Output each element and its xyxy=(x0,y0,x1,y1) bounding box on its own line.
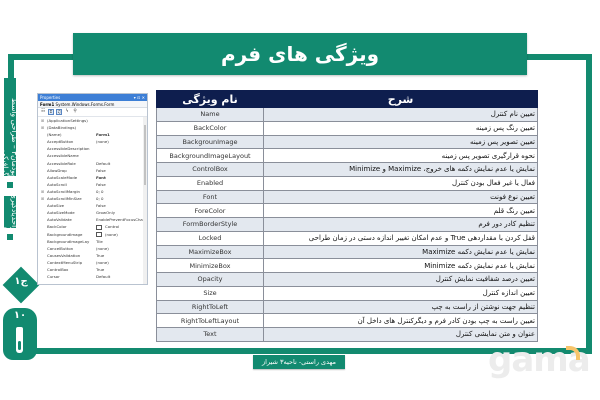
table-row xyxy=(157,108,538,122)
page-number: ۱۰ xyxy=(13,310,27,321)
properties-window xyxy=(37,93,148,285)
row-gutter xyxy=(38,245,47,252)
property-value[interactable]: Font xyxy=(96,174,106,180)
property-value-text: (none) xyxy=(105,231,118,237)
slide-title: ویژگی های فرم xyxy=(220,42,380,66)
property-name-cell: FormBorderStyle xyxy=(157,218,264,232)
property-name-cell: BackColor xyxy=(157,121,264,135)
property-value[interactable]: Tile xyxy=(96,238,103,244)
property-name: AccessibleRole xyxy=(47,160,76,166)
property-grid xyxy=(38,117,147,280)
table-row xyxy=(157,231,538,245)
table-header-row xyxy=(157,91,538,108)
object-type: System.Windows.Forms.Form xyxy=(55,102,115,107)
property-row[interactable] xyxy=(38,152,147,159)
table-row xyxy=(157,190,538,204)
property-description-cell: تعیین رنگ پس زمینه xyxy=(264,121,538,135)
property-name: AllowDrop xyxy=(47,167,67,173)
table-row xyxy=(157,314,538,328)
property-value[interactable]: True xyxy=(96,266,105,272)
table-row xyxy=(157,135,538,149)
property-description-cell: نمایش یا عدم نمایش دکمه Maximize xyxy=(264,245,538,259)
row-gutter xyxy=(38,131,47,138)
table-row xyxy=(157,245,538,259)
expand-icon[interactable]: ⊞ xyxy=(40,196,45,202)
author-footer xyxy=(253,355,345,369)
expand-icon[interactable]: ⊞ xyxy=(40,125,45,131)
property-value[interactable]: Default xyxy=(96,160,111,166)
property-value[interactable]: (none) xyxy=(96,259,109,265)
unit-label-text: واحدیادگیری ۵ xyxy=(1,193,19,231)
property-name: Cursor xyxy=(47,274,60,280)
property-description-cell: نمایش یا عدم نمایش دکمه Minimize xyxy=(264,259,538,273)
property-row[interactable] xyxy=(38,145,147,152)
row-gutter xyxy=(38,273,47,280)
property-name-cell: MinimizeBox xyxy=(157,259,264,273)
property-name: (Name) xyxy=(47,132,62,138)
table-row xyxy=(157,121,538,135)
property-name: AutoSize xyxy=(47,203,65,209)
property-name-cell: BackgroundImageLayout xyxy=(157,149,264,163)
property-description-cell: عنوان و متن نمایشی کنترل xyxy=(264,328,538,342)
property-value[interactable]: True xyxy=(96,252,105,258)
property-description-cell: تعیین درصد شفافیت نمایش کنترل xyxy=(264,273,538,287)
property-value[interactable]: False xyxy=(96,167,106,173)
property-value[interactable]: (none) xyxy=(96,245,109,251)
property-name: ControlBox xyxy=(47,266,69,272)
property-name-cell: Opacity xyxy=(157,273,264,287)
properties-title-bar xyxy=(38,94,147,101)
property-name-cell: RightToLeft xyxy=(157,300,264,314)
row-gutter xyxy=(38,252,47,259)
property-row[interactable] xyxy=(38,209,147,216)
property-name: (DataBindings) xyxy=(47,125,77,131)
row-gutter xyxy=(38,202,47,209)
divider-square xyxy=(7,182,13,188)
property-pages-icon[interactable]: ⚲ xyxy=(73,109,77,114)
properties-table xyxy=(156,90,538,342)
property-row[interactable] xyxy=(38,124,147,131)
property-name: AutoScaleMode xyxy=(47,174,78,180)
table-row xyxy=(157,300,538,314)
property-name-cell: Size xyxy=(157,286,264,300)
row-gutter xyxy=(38,223,47,230)
property-value[interactable]: False xyxy=(96,181,106,187)
property-row[interactable] xyxy=(38,202,147,209)
row-gutter xyxy=(38,152,47,159)
watermark-text: gama xyxy=(488,340,590,380)
expand-icon[interactable]: ⊞ xyxy=(40,118,45,123)
property-row[interactable] xyxy=(38,181,147,188)
property-name-cell: Locked xyxy=(157,231,264,245)
property-name-cell: BackgrounImage xyxy=(157,135,264,149)
property-value[interactable]: False xyxy=(96,203,106,209)
property-value[interactable]: EnablePreventFocusCha xyxy=(96,217,143,223)
property-row[interactable] xyxy=(38,167,147,174)
property-name: CausesValidation xyxy=(47,252,81,258)
property-row[interactable] xyxy=(38,273,147,280)
frame-border-left xyxy=(8,54,14,78)
categorized-icon[interactable]: ☷ xyxy=(40,109,46,114)
property-row[interactable] xyxy=(38,117,147,124)
property-row[interactable] xyxy=(38,195,147,202)
chapter-label: ۱ج xyxy=(14,276,28,287)
property-value[interactable]: GrowOnly xyxy=(96,210,116,216)
property-name: BackgroundImageLay xyxy=(47,238,90,244)
property-description-cell: تعیین رنگ قلم xyxy=(264,204,538,218)
property-name: AutoScrollMinSize xyxy=(47,196,82,202)
property-value-text: Control xyxy=(105,224,120,230)
property-description-cell: فعال یا غیر فعال بودن کنترل xyxy=(264,176,538,190)
property-row[interactable] xyxy=(38,245,147,252)
table-row xyxy=(157,176,538,190)
property-row[interactable] xyxy=(38,252,147,259)
alphabetical-icon[interactable]: ↕ xyxy=(49,110,53,115)
property-name: AccessibleName xyxy=(47,153,79,159)
row-gutter xyxy=(38,216,47,223)
property-name: AutoValidate xyxy=(47,217,72,223)
divider-square xyxy=(7,234,13,240)
property-name: AutoScroll xyxy=(47,181,67,187)
table-row xyxy=(157,218,538,232)
property-value[interactable]: 0; 0 xyxy=(96,188,104,194)
property-value[interactable] xyxy=(94,223,147,230)
property-name-cell: ForeColor xyxy=(157,204,264,218)
color-swatch-icon xyxy=(96,232,102,237)
expand-icon[interactable]: ⊞ xyxy=(40,188,45,194)
property-description-cell: تعیین تصویر پس زمینه xyxy=(264,135,538,149)
property-value[interactable]: 0; 0 xyxy=(96,196,104,202)
property-name-cell: Name xyxy=(157,108,264,122)
window-controls-icon[interactable]: ▾ ⊡ ✕ xyxy=(133,95,145,100)
table-row xyxy=(157,149,538,163)
unit-label xyxy=(1,193,19,231)
property-row[interactable] xyxy=(38,259,147,266)
author-text: مهدی راستی- ناحیه۳ شیراز xyxy=(262,358,336,366)
property-row[interactable] xyxy=(38,131,147,138)
property-row[interactable] xyxy=(38,266,147,273)
property-name: AutoScrollMargin xyxy=(47,188,80,194)
property-value[interactable] xyxy=(94,117,147,124)
property-value[interactable] xyxy=(94,231,147,238)
property-value[interactable] xyxy=(94,124,147,131)
row-gutter xyxy=(38,238,47,245)
properties-icon[interactable]: ♫ xyxy=(57,110,62,115)
property-name: BackgroundImage xyxy=(47,231,83,237)
property-value[interactable] xyxy=(94,145,147,152)
table-row xyxy=(157,163,538,177)
property-name-cell: Font xyxy=(157,190,264,204)
property-name-cell: RightToLeftLayout xyxy=(157,314,264,328)
object-name: Form1 xyxy=(40,102,55,107)
module-label xyxy=(1,78,19,176)
table-row xyxy=(157,259,538,273)
row-gutter xyxy=(38,266,47,273)
property-value[interactable]: Form1 xyxy=(96,132,110,138)
property-description-cell: نمایش یا عدم نمایش دکمه های خروج، Maximize و Minimize xyxy=(264,163,538,177)
properties-scrollbar[interactable] xyxy=(143,117,147,285)
row-gutter xyxy=(38,145,47,152)
property-value[interactable]: (none) xyxy=(96,139,109,145)
row-gutter xyxy=(38,167,47,174)
property-description-cell: تعیین اندازه کنترل xyxy=(264,286,538,300)
property-row[interactable] xyxy=(38,238,147,245)
events-icon[interactable]: ϟ xyxy=(65,109,69,114)
property-name-cell: MaximizeBox xyxy=(157,245,264,259)
frame-border-right xyxy=(586,54,592,354)
row-gutter xyxy=(38,231,47,238)
property-name: AutoSizeMode xyxy=(47,210,75,216)
property-name-cell: ControlBox xyxy=(157,163,264,177)
property-row[interactable] xyxy=(38,231,147,238)
row-gutter xyxy=(38,138,47,145)
property-description-cell: قفل کردن با مقداردهی True و عدم امکان تغییر اندازه دستی در زمان طراحی xyxy=(264,231,538,245)
header-description: شرح xyxy=(264,91,538,108)
row-gutter xyxy=(38,259,47,266)
property-row[interactable] xyxy=(38,188,147,195)
property-name: CancelButton xyxy=(47,245,74,251)
properties-title: Properties xyxy=(40,95,61,100)
row-gutter xyxy=(38,174,47,181)
property-value[interactable] xyxy=(94,152,147,159)
property-row[interactable] xyxy=(38,160,147,167)
property-description-cell: تنظیم جهت نوشتن از راست به چپ xyxy=(264,300,538,314)
object-selector[interactable] xyxy=(38,101,147,108)
property-row[interactable] xyxy=(38,216,147,223)
property-name: (ApplicationSettings) xyxy=(47,118,88,123)
property-name: ContextMenuStrip xyxy=(47,259,83,265)
property-description-cell: تعیین راست به چپ بودن کادر فرم و دیگرکنترل های داخل آن xyxy=(264,314,538,328)
watermark-logo xyxy=(488,340,590,380)
table-row xyxy=(157,286,538,300)
property-value[interactable]: Default xyxy=(96,274,111,280)
row-gutter xyxy=(38,209,47,216)
property-name: AccessibleDescription xyxy=(47,146,90,152)
table-row xyxy=(157,204,538,218)
slide-title-bar xyxy=(73,33,527,75)
property-description-cell: تعیین نوع فونت xyxy=(264,190,538,204)
property-name-cell: Text xyxy=(157,328,264,342)
property-row[interactable] xyxy=(38,223,147,230)
property-name: BackColor xyxy=(47,224,67,230)
property-row[interactable] xyxy=(38,138,147,145)
property-description-cell: تعیین نام کنترل xyxy=(264,108,538,122)
module-label-text: پودمان۳ – طراحی واسط گرافیکی xyxy=(1,97,19,176)
table-row xyxy=(157,273,538,287)
properties-toolbar xyxy=(38,108,147,117)
frame-border-top-left xyxy=(8,54,74,60)
property-row[interactable] xyxy=(38,174,147,181)
property-name-cell: Enabled xyxy=(157,176,264,190)
property-name: AcceptButton xyxy=(47,139,74,145)
property-description-cell: تنظیم کادر دور فرم xyxy=(264,218,538,232)
row-gutter xyxy=(38,160,47,167)
frame-border-top-right xyxy=(526,54,592,60)
table-row xyxy=(157,328,538,342)
pencil-icon xyxy=(16,327,23,353)
row-gutter xyxy=(38,181,47,188)
scrollbar-thumb[interactable] xyxy=(144,125,146,185)
header-property-name: نام ویژگی xyxy=(157,91,264,108)
property-description-cell: نحوه قرارگیری تصویر پس زمینه xyxy=(264,149,538,163)
color-swatch-icon xyxy=(96,225,102,230)
